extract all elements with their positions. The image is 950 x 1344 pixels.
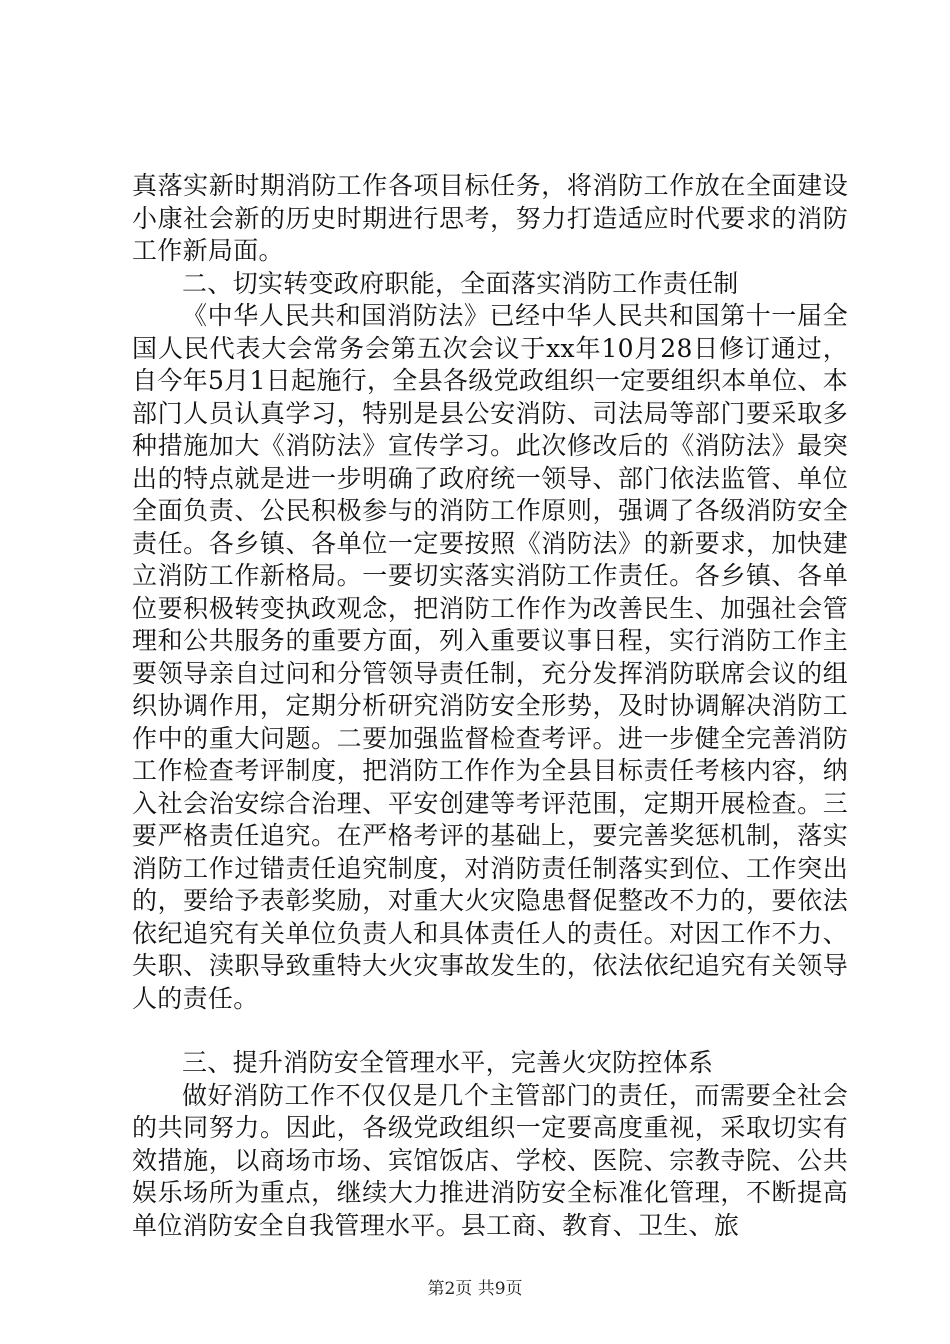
document-body [132,170,848,1242]
paragraph-continuation: 真落实新时期消防工作各项目标任务，将消防工作放在全面建设小康社会新的历史时期进行思考，努力打造适应时代要求的消防工作新局面。 [132,171,848,265]
paragraph-fire-prevention: 做好消防工作不仅仅是几个主管部门的责任，而需要全社会的共同努力。因此，各级党政组织一定要高度重视，采取切实有效措施，以商场市场、宾馆饭店、学校、医院、宗教寺院、公共娱乐场所为重点，继续大力推进消防安全标准化管理，不断提高单位消防安全自我管理水平。县工商、教育、卫生、旅 [132,1080,848,1240]
paragraph-fire-law: 《中华人民共和国消防法》已经中华人民共和国第十一届全国人民代表大会常务会第五次会议于xx年10月28日修订通过，自今年5月1日起施行，全县各级党政组织一定要组织本单位、本部门人员认真学习，特别是县公安消防、司法局等部门要采取多种措施加大《消防法》宣传学习。此次修改后的《消防法》最突出的特点就是进一步明确了政府统一领导、部门依法监管、单位全面负责、公民积极参与的消防工作原则，强调了各级消防安全责任。各乡镇、各单位一定要按照《消防法》的新要求，加快建立消防工作新格局。一要切实落实消防工作责任。各乡镇、各单位要积极转变执政观念，把消防工作作为改善民生、加强社会管理和公共服务的重要方面，列入重要议事日程，实行消防工作主要领导亲自过问和分管领导责任制，充分发挥消防联席会议的组织协调作用，定期分析研究消防安全形势，及时协调解决消防工作中的重大问题。二要加强监督检查考评。进一步健全完善消防工作检查考评制度，把消防工作作为全县目标责任考核内容，纳入社会治安综合治理、平安创建等考评范围，定期开展检查。三要严格责任追究。在严格考评的基础上，要完善奖惩机制，落实消防工作过错责任追究制度，对消防责任制落实到位、工作突出的，要给予表彰奖励，对重大火灾隐患督促整改不力的，要依法依纪追究有关单位负责人和具体责任人的责任。对因工作不力、失职、渎职导致重特大火灾事故发生的，依法依纪追究有关领导人的责任。 [132,301,848,1013]
section-heading-3: 三、提升消防安全管理水平，完善火灾防控体系 [182,1048,714,1077]
section-heading-2: 二、切实转变政府职能，全面落实消防工作责任制 [182,268,739,298]
paragraph-gap [132,1015,848,1047]
page-number-footer: 第2页 共9页 [427,1279,523,1299]
